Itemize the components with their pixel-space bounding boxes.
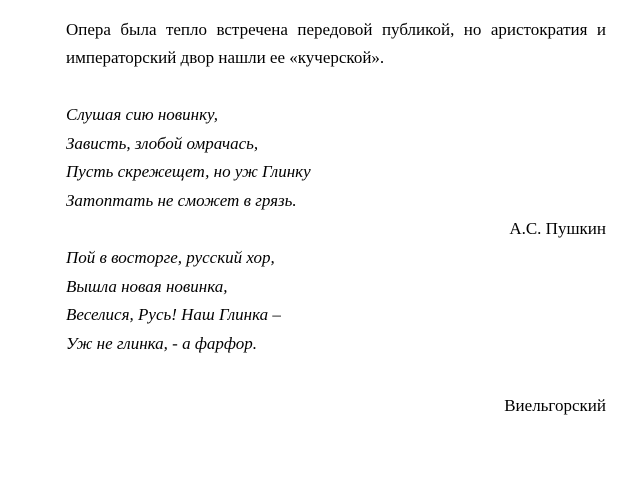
verse-line: Пусть скрежещет, но уж Глинку xyxy=(66,162,311,181)
verse-line: Слушая сию новинку, xyxy=(66,105,218,124)
document-page xyxy=(66,16,606,415)
poem-stanza-2 xyxy=(66,244,606,358)
verse-line: Вышла новая новинка, xyxy=(66,276,228,296)
verse-line: Зависть, злобой омрачась, xyxy=(66,133,259,153)
poem-stanza-1 xyxy=(66,101,606,215)
poem-author-vielgorsky: Виельгорский xyxy=(504,396,606,415)
verse-line: Уж не глинка, - а фарфор. xyxy=(66,333,257,353)
intro-paragraph: Опера была тепло встречена передовой публикой, но аристократия и императорский двор нашли ее «кучерской». xyxy=(66,20,606,67)
verse-line: Затоптать не сможет в грязь. xyxy=(66,190,297,210)
verse-line: Пой в восторге, русский хор, xyxy=(66,248,275,267)
poem-author-pushkin: А.С. Пушкин xyxy=(509,219,606,238)
verse-line: Веселися, Русь! Наш Глинка – xyxy=(66,305,281,324)
